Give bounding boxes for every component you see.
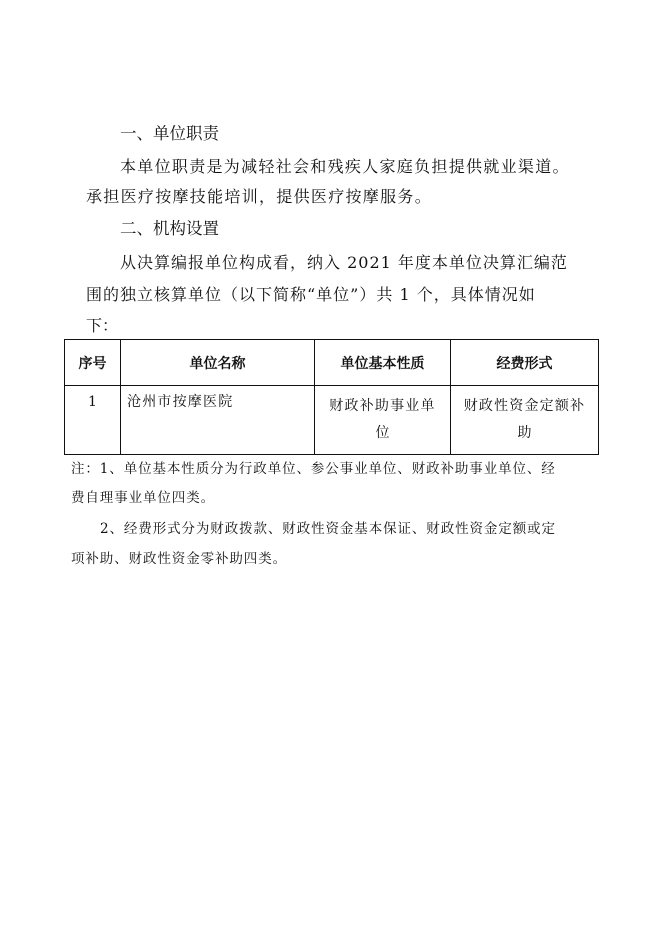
cell-unit-nature-line2: 位 <box>375 425 390 441</box>
cell-unit-name: 沧州市按摩医院 <box>121 386 315 455</box>
table-row <box>65 386 599 455</box>
table-header-row <box>65 340 599 386</box>
note2-line1: 2、经费形式分为财政拨款、财政性资金基本保证、财政性资金定额或定 <box>100 521 556 537</box>
cell-funding-form-line1: 财政性资金定额补 <box>463 398 586 414</box>
section2-paragraph-line2: 围的独立核算单位（以下简称“单位”）共 1 个，具体情况如 <box>86 285 536 304</box>
cell-unit-nature <box>315 386 451 455</box>
section2-paragraph-line3: 下： <box>86 316 119 335</box>
note1-line2: 费自理事业单位四类。 <box>71 490 215 506</box>
cell-unit-nature-line1: 财政补助事业单 <box>329 398 436 414</box>
cell-index: 1 <box>65 386 121 455</box>
header-funding-form: 经费形式 <box>451 340 599 386</box>
header-unit-name: 单位名称 <box>121 340 315 386</box>
cell-funding-form <box>451 386 599 455</box>
section2-paragraph-line1: 从决算编报单位构成看，纳入 2021 年度本单位决算汇编范 <box>120 253 568 272</box>
section1-paragraph-line1: 本单位职责是为减轻社会和残疾人家庭负担提供就业渠道。 <box>120 157 570 176</box>
cell-funding-form-line2: 助 <box>517 425 532 441</box>
section1-heading: 一、单位职责 <box>120 124 219 143</box>
header-unit-nature: 单位基本性质 <box>315 340 451 386</box>
header-index: 序号 <box>65 340 121 386</box>
section2-heading: 二、机构设置 <box>120 219 219 238</box>
section1-paragraph-line2: 承担医疗按摩技能培训，提供医疗按摩服务。 <box>86 187 433 206</box>
note1-line1: 注：1、单位基本性质分为行政单位、参公事业单位、财政补助事业单位、经 <box>71 461 556 477</box>
unit-table <box>64 339 599 455</box>
note2-line2: 项补助、财政性资金零补助四类。 <box>71 551 287 567</box>
